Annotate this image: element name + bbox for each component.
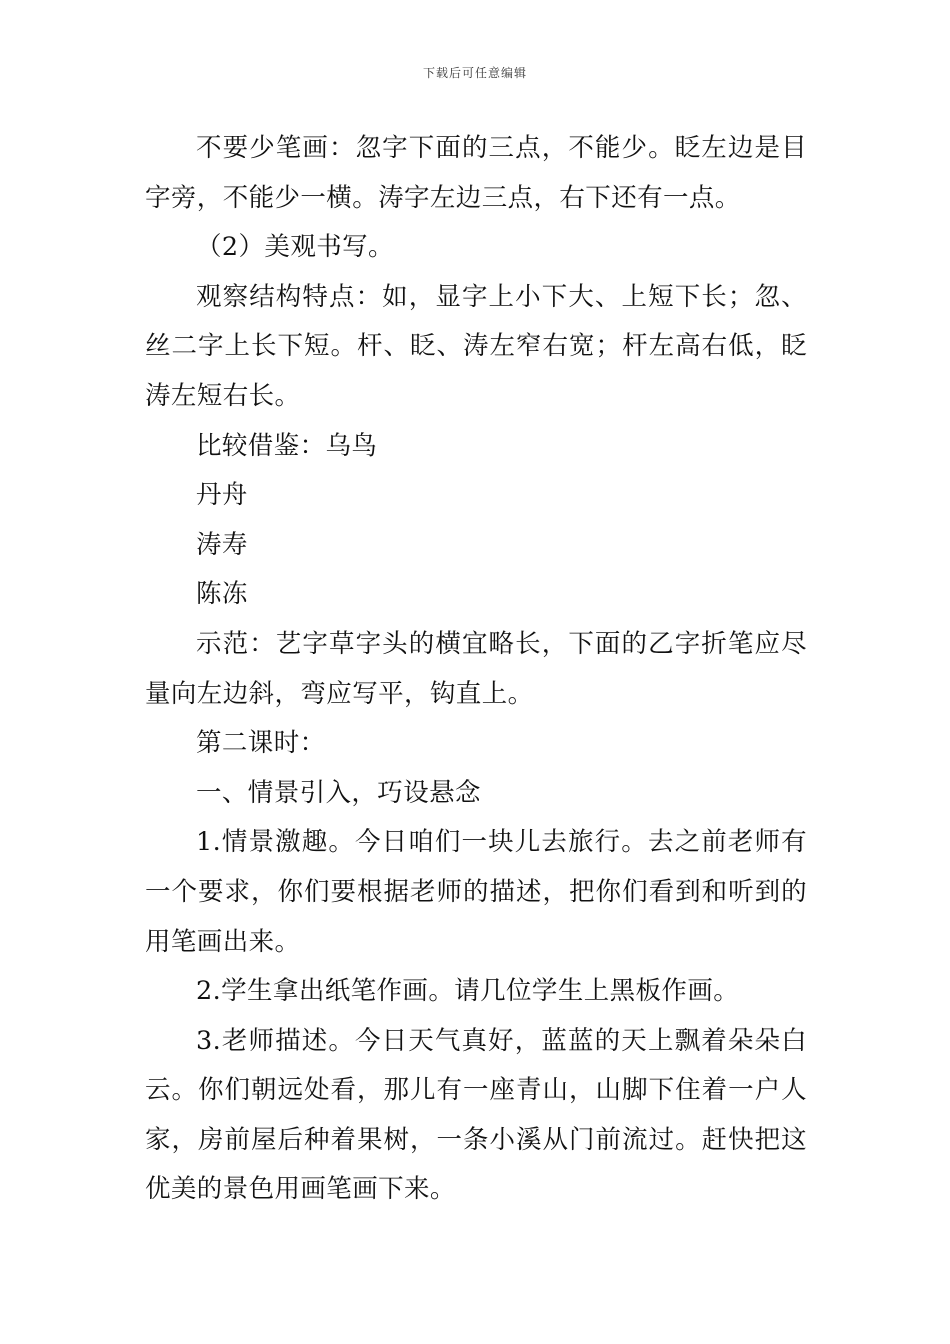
paragraph-compare-pair-4: 陈冻 <box>196 579 248 610</box>
document-body <box>145 124 807 1215</box>
paragraph-step-1: 1.情景激趣。今日咱们一块儿去旅行。去之前老师有一个要求，你们要根据老师的描述，把你们看到和听到的用笔画出来。 <box>145 827 807 957</box>
paragraph-demonstration: 示范：艺字草字头的横宜略长，下面的乙字折笔应尽量向左边斜，弯应写平，钩直上。 <box>145 628 807 709</box>
paragraph-heading-neat-writing: （2）美观书写。 <box>196 232 394 263</box>
paragraph-compare-pair-2: 丹舟 <box>196 480 248 511</box>
paragraph-second-lesson-heading: 第二课时： <box>196 728 326 759</box>
paragraph-section-heading: 一、情景引入，巧设悬念 <box>196 777 481 808</box>
paragraph-stroke-rules: 不要少笔画：忽字下面的三点，不能少。眨左边是目字旁，不能少一横。涛字左边三点，右下还有一点。 <box>145 133 807 213</box>
paragraph-structure-features: 观察结构特点：如，显字上小下大、上短下长；忽、丝二字上长下短。杆、眨、涛左窄右宽；杆左高右低，眨涛左短右长。 <box>145 281 807 411</box>
paragraph-compare-pair-1: 比较借鉴：乌鸟 <box>196 430 378 461</box>
paragraph-step-3: 3.老师描述。今日天气真好，蓝蓝的天上飘着朵朵白云。你们朝远处看，那儿有一座青山，山脚下住着一户人家，房前屋后种着果树，一条小溪从门前流过。赶快把这优美的景色用画笔画下来。 <box>145 1025 807 1205</box>
paragraph-compare-pair-3: 涛寿 <box>196 529 248 560</box>
page-header: 下载后可任意编辑 <box>422 66 527 80</box>
paragraph-step-2: 2.学生拿出纸笔作画。请几位学生上黑板作画。 <box>196 976 740 1007</box>
